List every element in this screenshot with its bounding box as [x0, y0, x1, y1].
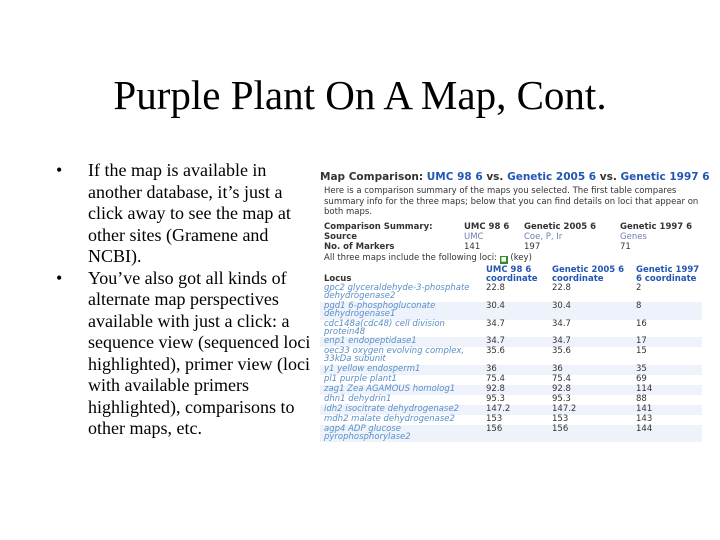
markers-value: 141: [464, 241, 481, 252]
map3-link[interactable]: Genetic 1997 6: [620, 171, 710, 183]
coord-value: 16: [636, 318, 647, 329]
markers-label: No. of Markers: [324, 241, 395, 252]
bullet-item: [56, 160, 318, 268]
locus-row: [320, 320, 702, 337]
coord-value: 147.2: [552, 405, 636, 415]
locus-link[interactable]: pl1 purple plant1: [324, 373, 397, 384]
locus-row: [320, 425, 702, 442]
bullet-symbol: •: [56, 267, 63, 288]
locus-link[interactable]: y1 yellow endosperm1: [320, 365, 486, 375]
coord-value: 22.8: [486, 282, 505, 293]
markers-value: 197: [524, 241, 541, 252]
coord-value: 36: [486, 365, 552, 375]
coord-value: 75.4: [552, 373, 571, 384]
summary-table: [324, 222, 700, 252]
locus-link[interactable]: zag1 Zea AGAMOUS homolog1: [320, 385, 486, 395]
locus-link[interactable]: gpc2 glyceraldehyde-3-phosphate dehydrogenase2: [324, 282, 470, 301]
key-icon[interactable]: ■: [500, 255, 507, 263]
coord-value: 92.8: [486, 385, 552, 395]
locus-link[interactable]: agp4 ADP glucose pyrophosphorylase2: [320, 425, 486, 442]
coord-header[interactable]: UMC 98 6 coordinate: [486, 264, 538, 284]
coord-value: 143: [636, 413, 653, 424]
summary-markers-row: [324, 242, 700, 252]
source-link[interactable]: UMC: [464, 231, 484, 242]
bullet-item: [56, 268, 318, 440]
bullet-text: If the map is available in another database, it’s just a click away to see the map at other sites (Gramene and NCBI).: [88, 160, 291, 266]
locus-link[interactable]: cdc148a(cdc48) cell division protein48: [324, 318, 445, 337]
coord-value: 34.7: [486, 318, 505, 329]
map-comparison-panel: [320, 170, 712, 442]
title-vs: vs.: [599, 171, 617, 183]
summary-source-row: [324, 232, 700, 242]
summary-col-name: UMC 98 6: [464, 221, 510, 232]
coord-value: 35: [636, 365, 702, 375]
locus-link[interactable]: pgd1 6-phosphogluconate dehydrogenase1: [320, 302, 486, 320]
locus-row: [320, 302, 702, 320]
bullet-list: [56, 160, 318, 440]
coord-value: 95.3: [552, 393, 571, 404]
locus-header: Locus: [324, 273, 352, 284]
coord-value: 30.4: [552, 302, 636, 320]
source-link[interactable]: Genes: [620, 231, 647, 242]
coord-value: 17: [636, 337, 702, 347]
coord-value: 35.6: [552, 345, 571, 356]
locus-link[interactable]: oec33 oxygen evolving complex, 33kDa subunit: [324, 345, 465, 364]
locus-row: [320, 284, 702, 302]
coord-value: 34.7: [552, 318, 571, 329]
coord-value: 36: [552, 365, 636, 375]
locus-row: [320, 405, 702, 415]
common-loci-text: All three maps include the following loci:: [324, 252, 497, 263]
locus-row: [320, 375, 702, 385]
coord-value: 75.4: [486, 373, 505, 384]
title-vs: vs.: [486, 171, 504, 183]
coord-header[interactable]: Genetic 1997 6 coordinate: [636, 264, 700, 284]
coord-value: 92.8: [552, 385, 636, 395]
coord-value: 156: [486, 425, 552, 442]
map2-link[interactable]: Genetic 2005 6: [507, 171, 597, 183]
common-loci-line: [324, 252, 712, 264]
map-comparison-title: [320, 170, 712, 184]
loci-header-row: [320, 266, 702, 284]
coord-value: 8: [636, 302, 702, 320]
coord-value: 69: [636, 373, 647, 384]
coord-value: 34.7: [552, 337, 636, 347]
source-label: Source: [324, 231, 358, 242]
coord-value: 95.3: [486, 393, 505, 404]
coord-value: 15: [636, 345, 647, 356]
loci-table: [320, 266, 702, 442]
intro-text: Here is a comparison summary of the maps you selected. The first table compares summary info for the three maps; below that you can find details on loci that appear on both maps.: [324, 186, 699, 217]
coord-value: 114: [636, 385, 702, 395]
coord-value: 153: [552, 413, 569, 424]
coord-value: 147.2: [486, 405, 552, 415]
coord-value: 30.4: [486, 302, 552, 320]
locus-row: [320, 347, 702, 365]
coord-value: 34.7: [486, 337, 552, 347]
locus-row: [320, 415, 702, 425]
bullet-text: You’ve also got all kinds of alternate map perspectives available with just a click: a sequence view (sequenced loci highlighted), primer view (loci with available primers highlighted), comparisons to other maps, etc.: [88, 267, 311, 438]
locus-row: [320, 395, 702, 405]
locus-row: [320, 337, 702, 347]
locus-link[interactable]: dhn1 dehydrin1: [324, 393, 392, 404]
coord-value: 35.6: [486, 345, 505, 356]
title-prefix: Map Comparison:: [320, 171, 424, 183]
source-link[interactable]: Coe, P, Ir: [524, 231, 563, 242]
coord-header[interactable]: Genetic 2005 6 coordinate: [552, 264, 625, 284]
summary-label: Comparison Summary:: [324, 221, 433, 232]
slide-title: Purple Plant On A Map, Cont.: [113, 72, 607, 118]
locus-row: [320, 385, 702, 395]
coord-value: 2: [636, 282, 642, 293]
coord-value: 22.8: [552, 282, 571, 293]
locus-row: [320, 365, 702, 375]
map1-link[interactable]: UMC 98 6: [426, 171, 483, 183]
coord-value: 88: [636, 393, 647, 404]
coord-value: 141: [636, 405, 702, 415]
summary-header-row: [324, 222, 700, 232]
coord-value: 153: [486, 413, 503, 424]
locus-link[interactable]: mdh2 malate dehydrogenase2: [324, 413, 455, 424]
coord-value: 144: [636, 425, 702, 442]
locus-link[interactable]: enp1 endopeptidase1: [320, 337, 486, 347]
locus-link[interactable]: idh2 isocitrate dehydrogenase2: [320, 405, 486, 415]
coord-value: 156: [552, 425, 636, 442]
key-link[interactable]: (key): [510, 252, 532, 263]
markers-value: 71: [620, 241, 631, 252]
bullet-symbol: •: [56, 160, 63, 180]
summary-col-name: Genetic 2005 6: [524, 221, 597, 232]
summary-col-name: Genetic 1997 6: [620, 221, 693, 232]
